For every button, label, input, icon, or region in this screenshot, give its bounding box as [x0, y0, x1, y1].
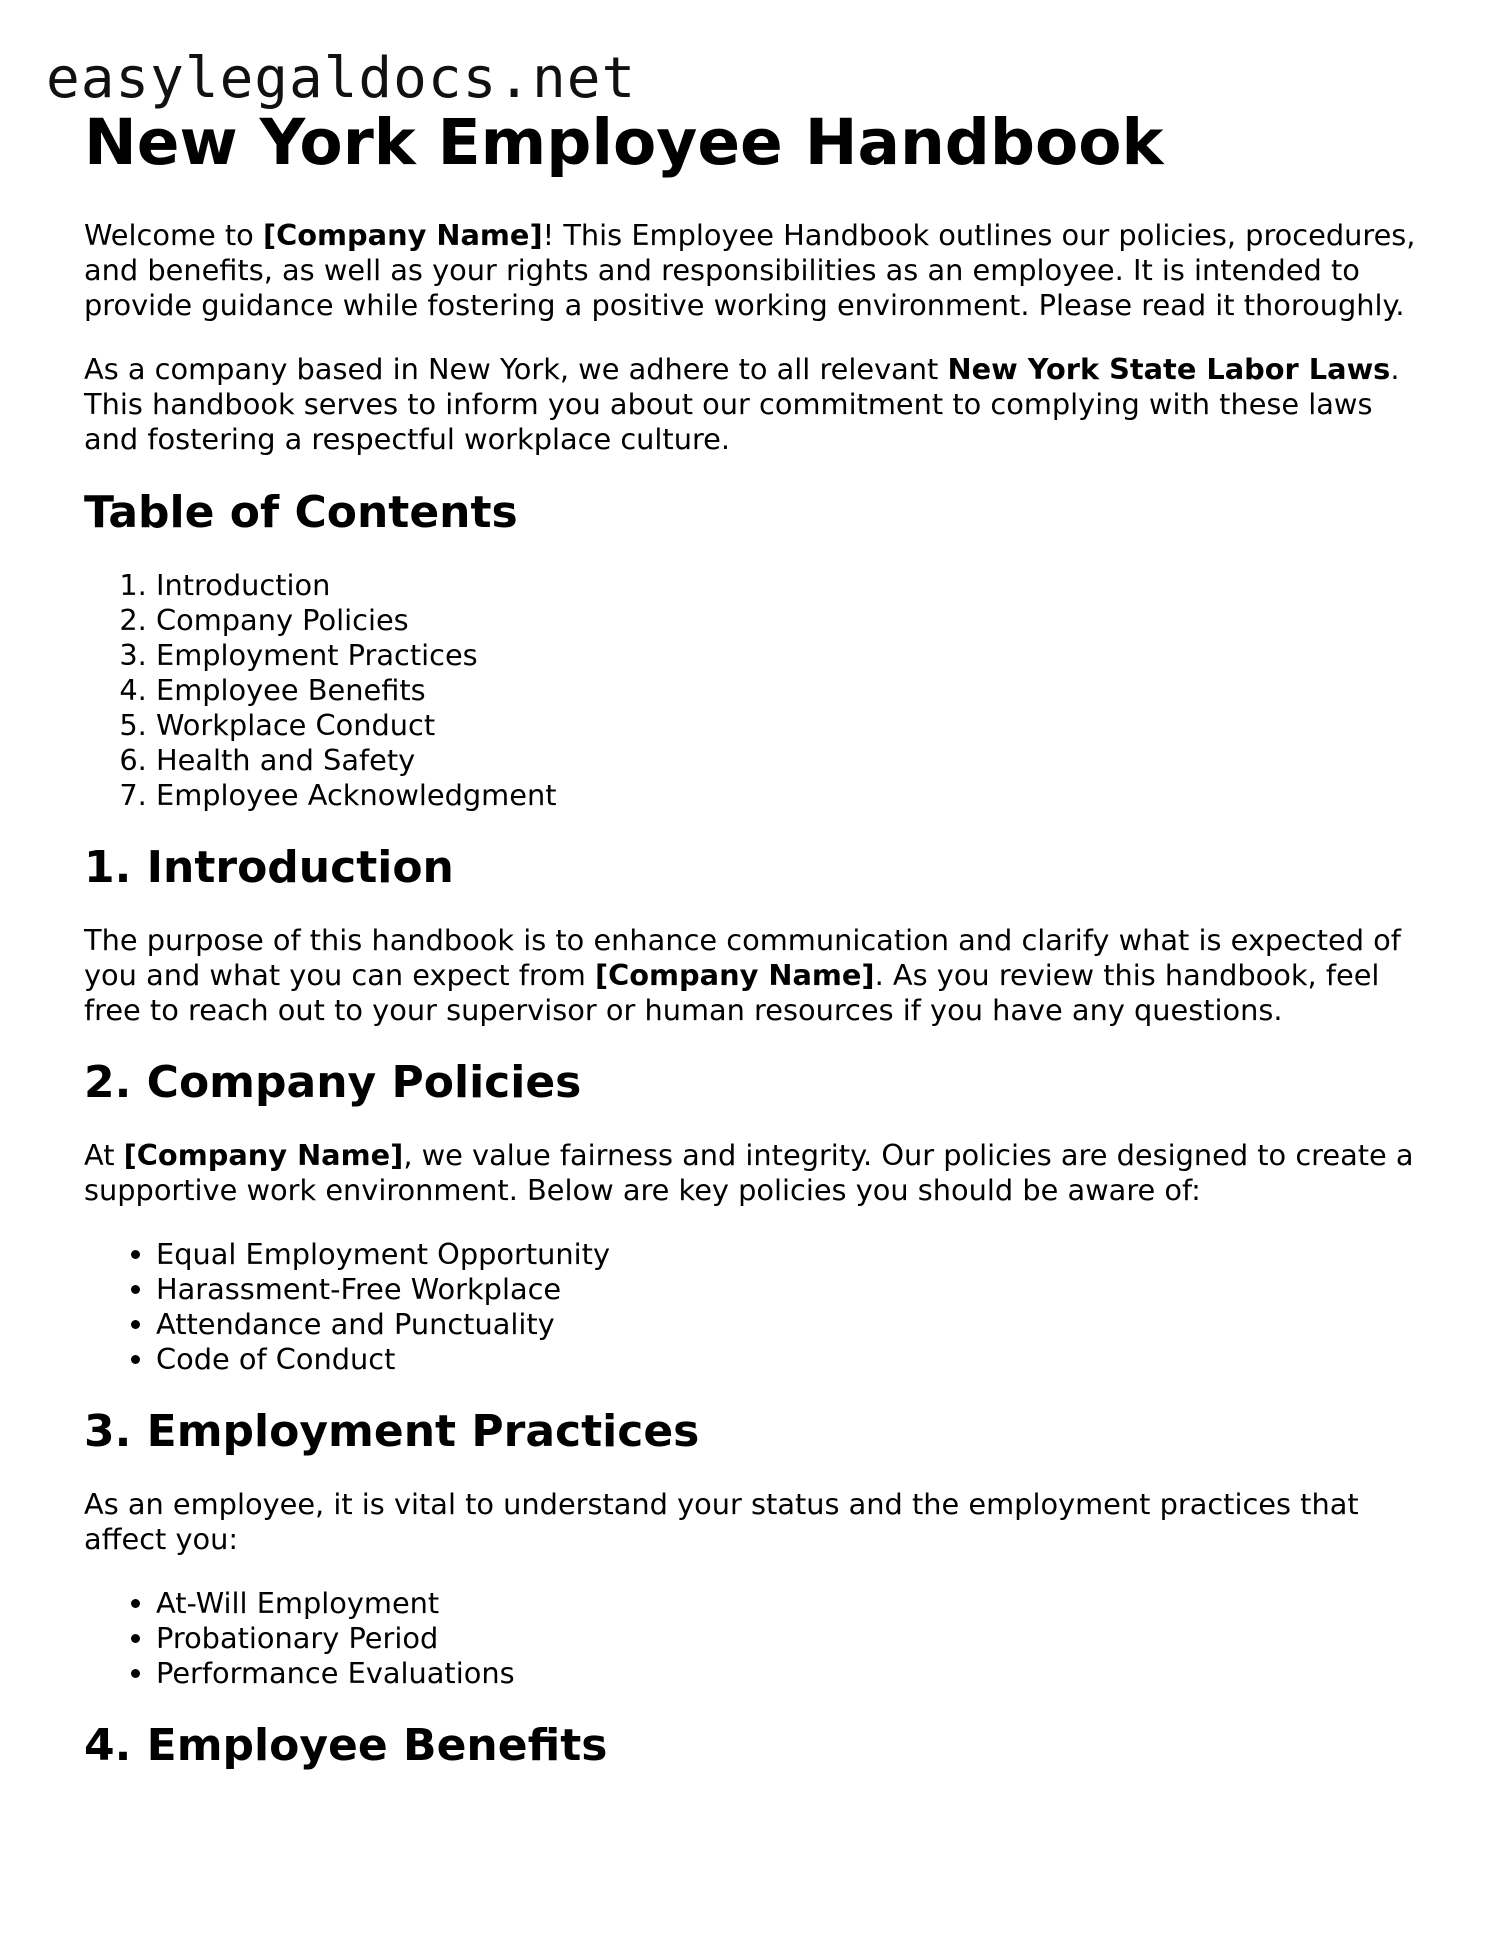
policies-list: [84, 1237, 1424, 1377]
document-body: [84, 104, 1424, 1774]
toc-heading: Table of Contents: [84, 487, 518, 538]
toc-item: 4. Employee Benefits: [156, 673, 1424, 708]
toc-item: 3. Employment Practices: [156, 638, 1424, 673]
section-heading-employee-benefits: 4. Employee Benefits: [84, 1720, 608, 1771]
toc-item: 6. Health and Safety: [156, 743, 1424, 778]
section-heading-introduction: 1. Introduction: [84, 842, 454, 893]
practice-item: • At-Will Employment: [156, 1586, 1424, 1621]
page-title: New York Employee Handbook: [84, 106, 1164, 179]
intro-p1-text-start: Welcome to: [84, 218, 263, 252]
section-heading-employment-practices: 3. Employment Practices: [84, 1406, 700, 1457]
practices-paragraph: As an employee, it is vital to understand your status and the employment practices that affect you:: [84, 1487, 1359, 1556]
policies-text-start: At: [84, 1138, 124, 1172]
policy-item: • Code of Conduct: [156, 1342, 1424, 1377]
practices-list: [84, 1586, 1424, 1691]
introduction-text-end: . As you review this handbook, feel free to reach out to your supervisor or human resources if you have any questions.: [84, 958, 1380, 1027]
practice-item: • Probationary Period: [156, 1621, 1424, 1656]
intro-paragraph-welcome: [84, 218, 1424, 323]
watermark-logo-text: easylegaldocs.net: [46, 46, 637, 111]
section-heading-company-policies: 2. Company Policies: [84, 1057, 582, 1108]
company-name-placeholder: [Company Name]: [123, 1138, 404, 1172]
toc-list: [84, 568, 1424, 813]
practice-item: • Performance Evaluations: [156, 1656, 1424, 1691]
toc-item: 1. Introduction: [156, 568, 1424, 603]
company-name-placeholder: [Company Name]: [594, 958, 875, 992]
introduction-paragraph: [84, 923, 1424, 1028]
intro-p2-text-start: As a company based in New York, we adhere to all relevant: [84, 352, 948, 386]
policy-item: • Harassment-Free Workplace: [156, 1272, 1424, 1307]
toc-item: 2. Company Policies: [156, 603, 1424, 638]
policies-paragraph: [84, 1138, 1424, 1208]
labor-laws-emphasis: New York State Labor Laws: [947, 352, 1391, 386]
policy-item: • Equal Employment Opportunity: [156, 1237, 1424, 1272]
toc-item: 5. Workplace Conduct: [156, 708, 1424, 743]
policy-item: • Attendance and Punctuality: [156, 1307, 1424, 1342]
company-name-placeholder: [Company Name]: [262, 218, 543, 252]
introduction-text-start: The purpose of this handbook is to enhance communication and clarify what is expected of you and what you can expect from: [84, 923, 1401, 992]
toc-item: 7. Employee Acknowledgment: [156, 778, 1424, 813]
intro-p2-text-end: . This handbook serves to inform you about our commitment to complying with these laws and fostering a respectful workplace culture.: [84, 352, 1400, 456]
policies-text-end: , we value fairness and integrity. Our policies are designed to create a supportive work environment. Below are key policies you should be aware of:: [84, 1138, 1414, 1207]
intro-paragraph-labor-laws: [84, 352, 1424, 457]
intro-p1-text-end: ! This Employee Handbook outlines our policies, procedures, and benefits, as well as your rights and responsibilities as an employee. It is intended to provide guidance while fostering a positive working environment. Please read it thoroughly.: [84, 218, 1416, 322]
